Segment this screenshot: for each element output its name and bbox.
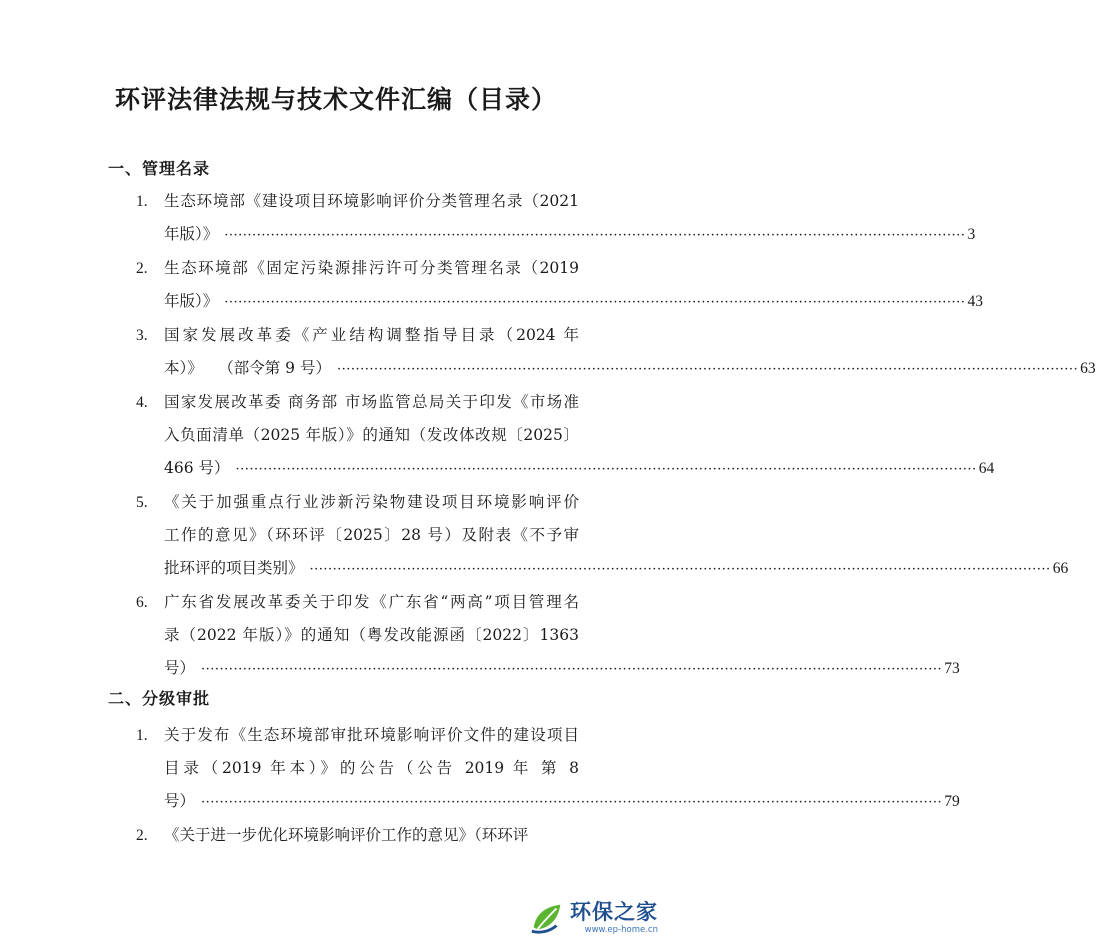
ep-home-logo [528,898,668,938]
entry-line-text: 466 号） [164,459,230,477]
entry-body [164,185,976,251]
page-number: 63 [1080,360,1096,377]
page-number: 64 [978,460,995,477]
entry-line-with-leader [164,552,1069,585]
entry-line-with-leader [164,785,960,818]
entry-number: 2. [136,827,148,844]
entry-body [164,386,995,485]
page-number: 3 [967,226,976,243]
entry-number: 6. [136,594,148,611]
document-title: 环评法律法规与技术文件汇编（目录） [114,85,557,114]
entry-body [164,319,1096,385]
entry-line-text: 工作的意见》（环环评〔2025〕28 号）及附表《不予审 [164,526,579,544]
entry-body [164,252,983,318]
entry-body [164,586,960,685]
leader-dots: ································································································································································ [201,795,943,810]
entry-line-text: 生态环境部《固定污染源排污许可分类管理名录（2019 [164,259,579,277]
entry-number: 1. [136,193,148,210]
entry-line-text: 年版）》 [164,225,219,243]
entry-line-text: 批环评的项目类别》 [164,559,304,577]
entry-line-with-leader [164,218,976,251]
entry-line-text: 生态环境部《建设项目环境影响评价分类管理名录（2021 [164,192,579,210]
entry-body [164,486,1069,585]
entry-line-text: 《关于进一步优化环境影响评价工作的意见》（环环评 [164,826,529,844]
entry-line-with-leader [164,285,983,318]
page-number: 79 [944,793,960,810]
leader-dots: ································································································································································ [224,295,966,310]
leader-dots: ································································································································································ [224,228,966,243]
entry-number: 3. [136,327,148,344]
entry-line-text: 关于发布《生态环境部审批环境影响评价文件的建设项目 [164,726,579,744]
entry-line-text: 国家发展改革委 商务部 市场监管总局关于印发《市场准 [164,393,579,411]
entry-line-with-leader [164,352,1096,385]
entry-body [164,819,579,852]
entry-line-with-leader [164,652,960,685]
entry-number: 4. [136,394,148,411]
entry-line-text: 目录（2019 年本）》的公告（公告 2019 年 第 8 [164,759,579,777]
leader-dots: ································································································································································ [235,462,977,477]
entry-line-text: 本）》 （部令第 9 号） [164,359,331,377]
entry-body [164,719,960,818]
entry-line-text: 《关于加强重点行业涉新污染物建设项目环境影响评价 [164,493,579,511]
page-number: 43 [967,293,983,310]
entry-line-text: 入负面清单（2025 年版）》的通知（发改体改规〔2025〕 [164,426,579,444]
entry-line-text: 年版）》 [164,292,219,310]
logo-url: www.ep-home.cn [584,924,658,935]
page-number: 66 [1052,560,1069,577]
entry-number: 1. [136,727,148,744]
leader-dots: ································································································································································ [309,562,1051,577]
logo-name: 环保之家 [570,899,658,924]
leaf-logo-icon [528,899,566,937]
entry-line-with-leader [164,452,995,485]
entry-line-text: 国家发展改革委《产业结构调整指导目录（2024 年 [164,326,579,344]
leader-dots: ································································································································································ [336,362,1079,377]
section-heading: 二、分级审批 [108,689,211,708]
entry-line-text: 号） [164,659,196,677]
entry-number: 5. [136,494,148,511]
entry-line-text: 录（2022 年版）》的通知（粤发改能源函〔2022〕1363 [164,626,579,644]
leader-dots: ································································································································································ [201,662,943,677]
page-number: 73 [944,660,960,677]
entry-line-text: 广东省发展改革委关于印发《广东省“两高”项目管理名 [164,593,579,611]
section-heading: 一、管理名录 [108,159,211,178]
entry-number: 2. [136,260,148,277]
entry-line-text: 号） [164,792,196,810]
